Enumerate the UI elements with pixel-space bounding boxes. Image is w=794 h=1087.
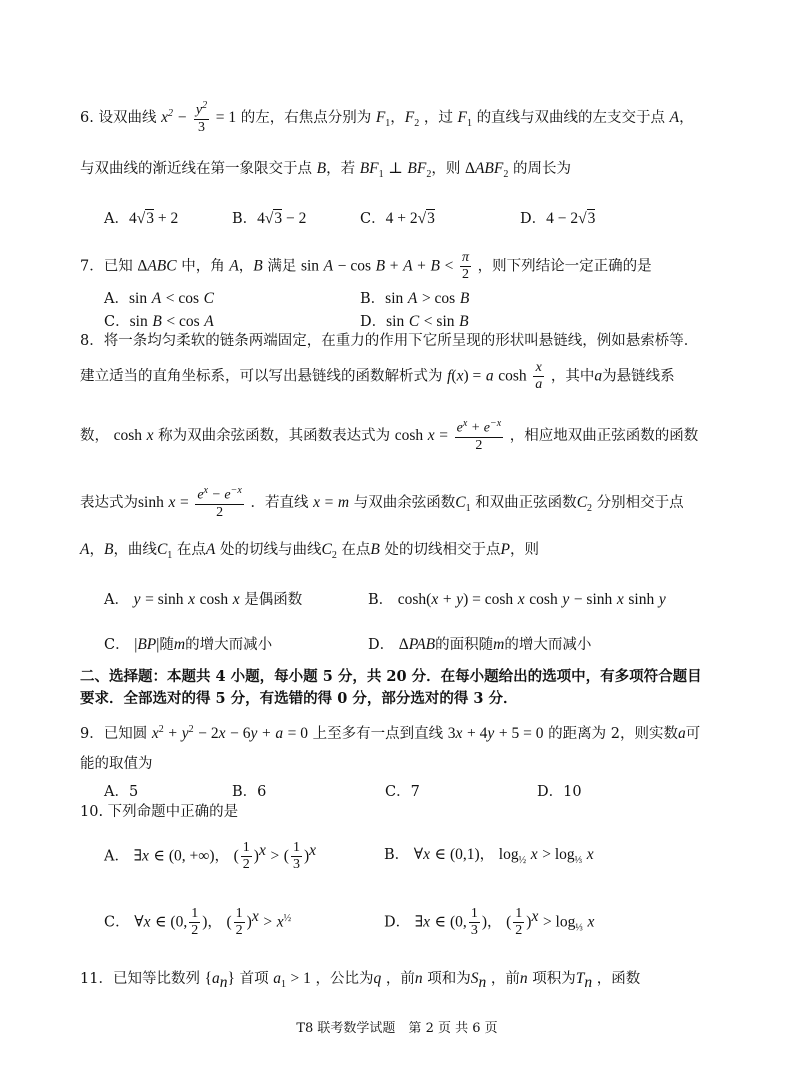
q8-text: 与双曲余弦函数 [353, 494, 456, 511]
option-label: A． [104, 848, 129, 865]
q9-text: 已知圆 [103, 725, 148, 742]
q9-text: 的距离为 2，则实数 [548, 725, 678, 742]
q8-text: 称为双曲余弦函数，其函数表达式为 [158, 427, 391, 444]
option-label: B． [232, 211, 258, 227]
q6-line2: 与双曲线的渐近线在第一象限交于点 B，若 $BF_1$ ⊥ $BF_2$，则 $\Delta ABF_2$ 的周长为 [80, 160, 571, 180]
q8-text: ，相应地双曲正弦函数的函数 [509, 427, 699, 444]
q9-line2: 能的取值为 [80, 756, 153, 772]
q6-text: ，若 [326, 161, 356, 177]
q8-option-b[interactable]: B． cosh(x + y) = cosh x cosh y − sinh x sinh y [368, 591, 666, 608]
q8-line1 [80, 333, 698, 350]
q6-option-d[interactable]: D．4 − 2√3 [520, 210, 596, 227]
q8-text: ，其中 [550, 368, 595, 385]
q7-line1: 7．已知 ΔABC 中，角 A，B 满足 sin A − cos B + A + B < $\frac{\pi}{2}$ ，则下列结论一定正确的是 [80, 250, 652, 283]
q7-option-d[interactable]: D．sin C < sin B [360, 313, 469, 330]
q8-text: 建立适当的直角坐标系，可以写出悬链线的函数解析式为 [80, 368, 443, 385]
q8-option-c-text: 随 [159, 637, 174, 653]
q11-number: 11． [80, 971, 113, 987]
option-label: C． [104, 637, 130, 653]
q6-text: 设双曲线 [98, 109, 157, 126]
q11-text: ，前 [385, 971, 415, 987]
q8-text: 分别相交于点 [596, 494, 684, 511]
q8-text: ，曲线 [113, 542, 157, 558]
q6-option-a[interactable]: A．4√3 + 2 [104, 210, 179, 227]
q8-text: 在点 [176, 542, 206, 558]
q8-cosh-fraction: $\frac{e^x + e^{-x}}{2}$ [456, 418, 502, 453]
q8-option-d-text: 的增大而减小 [504, 637, 592, 653]
q6-option-c[interactable]: C．4 + 2√3 [360, 210, 435, 227]
q9-text: 上至多有一点到直线 [312, 725, 444, 742]
q8-number: 8． [80, 333, 104, 349]
q8-sinh-fraction: $\frac{e^x - e^{-x}}{2}$ [197, 485, 242, 520]
q7-text: 满足 [267, 258, 297, 275]
q7-option-c[interactable]: C．sin B < cos A [104, 313, 214, 330]
q10-option-d[interactable]: D． ∃x ∈ (0, $\frac{1}{3}$ )， ( $\frac{1}{2}$ )$^x > \log_{\frac{1}{3}} x$ [384, 906, 595, 939]
q9-option-a[interactable]: A．5 [104, 784, 139, 800]
q8-option-a-text: 是偶函数 [244, 592, 303, 608]
option-label: A． [104, 291, 129, 307]
q8-line3: 数， cosh x 称为双曲余弦函数，其函数表达式为 cosh x = $\frac{e^x + e^{-x}}{2}$ ，相应地双曲正弦函数的函数 [80, 418, 699, 453]
q7-option-a[interactable]: A．sin A < cos C [104, 290, 214, 307]
q8-option-a[interactable]: A． y = sinh x cosh x 是偶函数 [104, 591, 303, 608]
option-label: B． [384, 847, 410, 863]
q6-fraction: $\frac{y^2}{3}$ [195, 100, 208, 135]
q8-option-c-text: 的增大而减小 [185, 637, 273, 653]
option-label: A． [104, 592, 129, 608]
q8-text: 为悬链线系 [602, 368, 675, 385]
option-label: D． [520, 211, 547, 227]
option-label: C． [360, 211, 386, 227]
q6-hyperbola-eq: $x^2$ − [161, 107, 188, 126]
option-label: D． [360, 314, 387, 330]
section-2-heading-cont: 要求．全部选对的得 5 分，有选错的得 0 分，部分选对的得 3 分． [80, 690, 518, 707]
q10-number: 10. [80, 804, 104, 820]
q6-number: 6. [80, 109, 94, 126]
q7-fraction: $\frac{\pi}{2}$ [461, 250, 469, 283]
q8-text: ，则 [509, 542, 539, 558]
q9-line1: 9．已知圆 $x^2 + y^2 - 2x - 6y + a = 0$ 上至多有一点到直线 3x + 4y + 5 = 0 的距离为 2，则实数a可 [80, 724, 701, 742]
q8-line4: 表达式为sinh x = $\frac{e^x - e^{-x}}{2}$ ．若直线 x = m 与双曲余弦函数$C_1$ 和双曲正弦函数$C_2$ 分别相交于点 [80, 485, 684, 520]
q8-text: 表达式为 [80, 494, 138, 511]
q9-option-b[interactable]: B．6 [232, 784, 267, 800]
q8-text: 处的切线相交于点 [384, 542, 501, 558]
q8-text: 在点 [341, 542, 371, 558]
q11-text: 项和为 [427, 971, 471, 987]
q8-option-d[interactable]: D． ΔPAB的面积随m的增大而减小 [368, 636, 592, 653]
q8-text: 处的切线与曲线 [219, 542, 322, 558]
q8-line2: 建立适当的直角坐标系，可以写出悬链线的函数解析式为 f(x) = a cosh $\frac{x}{a}$ ，其中a为悬链线系 [80, 360, 675, 393]
q9-number: 9． [80, 725, 104, 742]
q6-line1: 6. 设双曲线 $x^2$ − $\frac{y^2}{3}$ = 1 的左，右焦点分别为 $F_1$，$F_2$ ，过 $F_1$ 的直线与双曲线的左支交于点 A， [80, 100, 694, 135]
section-2-heading: 二、选择题：本题共 4 小题，每小题 5 分，共 20 分．在每小题给出的选项中，有多项符合题目 [80, 668, 702, 685]
q8-fraction-x-a: $\frac{x}{a}$ [535, 360, 543, 393]
q8-text: 和双曲正弦函数 [475, 494, 577, 511]
option-label: C． [104, 914, 130, 931]
q11-text: ，前 [490, 971, 520, 987]
option-label: B． [360, 291, 386, 307]
q8-text: ．若直线 [250, 494, 309, 511]
q8-option-c[interactable]: C． |BP|随m的增大而减小 [104, 636, 273, 653]
q8-text: 数， [80, 427, 109, 444]
q6-text: ，过 [423, 109, 453, 126]
q11-text: 已知等比数列 [112, 971, 200, 987]
q10-text: 下列命题中正确的是 [107, 804, 239, 820]
q11-text: 项积为 [532, 971, 576, 987]
q10-line1 [80, 804, 238, 821]
q9-option-c[interactable]: C．7 [385, 784, 420, 800]
q8-text: 将一条均匀柔软的链条两端固定，在重力的作用下它所呈现的形状叫悬链线，例如悬索桥等． [103, 333, 699, 349]
q11-text: 首项 [239, 971, 269, 987]
q6-text: 的左，右焦点分别为 [240, 109, 372, 126]
q6-text: 的周长为 [512, 161, 571, 177]
q7-text: 中，角 [181, 258, 225, 275]
option-label: A． [104, 211, 129, 227]
q7-number: 7． [80, 258, 104, 275]
q8-option-d-text: 的面积随 [435, 637, 494, 653]
option-label: D． [384, 914, 411, 931]
q9-text: 可 [685, 725, 701, 742]
q11-line1: 11．已知等比数列 $\{a_n\}$ 首项 $a_1 > 1$ ，公比为q ，前n 项和为$S_n$ ，前n 项积为$T_n$ ，函数 [80, 970, 641, 991]
q9-option-d[interactable]: D．10 [537, 784, 582, 800]
q10-option-a[interactable]: A． ∃x ∈ (0, +∞)， ( $\frac{1}{2}$ )$^x$ > ( $\frac{1}{3}$ )$^x$ [104, 840, 317, 873]
option-label: C． [104, 314, 130, 330]
q6-text: 的直线与双曲线的左支交于点 [476, 109, 666, 126]
q6-option-b[interactable]: B．4√3 − 2 [232, 210, 307, 227]
q7-option-b[interactable]: B．sin A > cos B [360, 290, 470, 307]
q7-text: 已知 [103, 258, 133, 275]
option-label: D． [368, 637, 395, 653]
q8-line5: A，B，曲线$C_1$ 在点A 处的切线与曲线$C_2$ 在点B 处的切线相交于点P，则 [80, 541, 539, 561]
option-label: B． [368, 592, 394, 608]
page-footer: T8 联考数学试题 第 2 页 共 6 页 [296, 1021, 498, 1036]
q7-text: ，则下列结论一定正确的是 [477, 258, 652, 275]
q10-option-c[interactable]: C． ∀x ∈ (0, $\frac{1}{2}$ )， ( $\frac{1}{2}$ )$^x > x^{\frac{1}{2}}$ [104, 906, 292, 939]
q10-option-b[interactable]: B． ∀x ∈ (0,1)， $\log_{\frac{1}{2}} x > \log_{\frac{1}{3}} x$ [384, 846, 594, 866]
q6-text: ，则 [431, 161, 461, 177]
q11-text: ，公比为 [315, 971, 374, 987]
q6-text: 与双曲线的渐近线在第一象限交于点 [80, 161, 312, 177]
q11-text: ，函数 [596, 971, 641, 987]
